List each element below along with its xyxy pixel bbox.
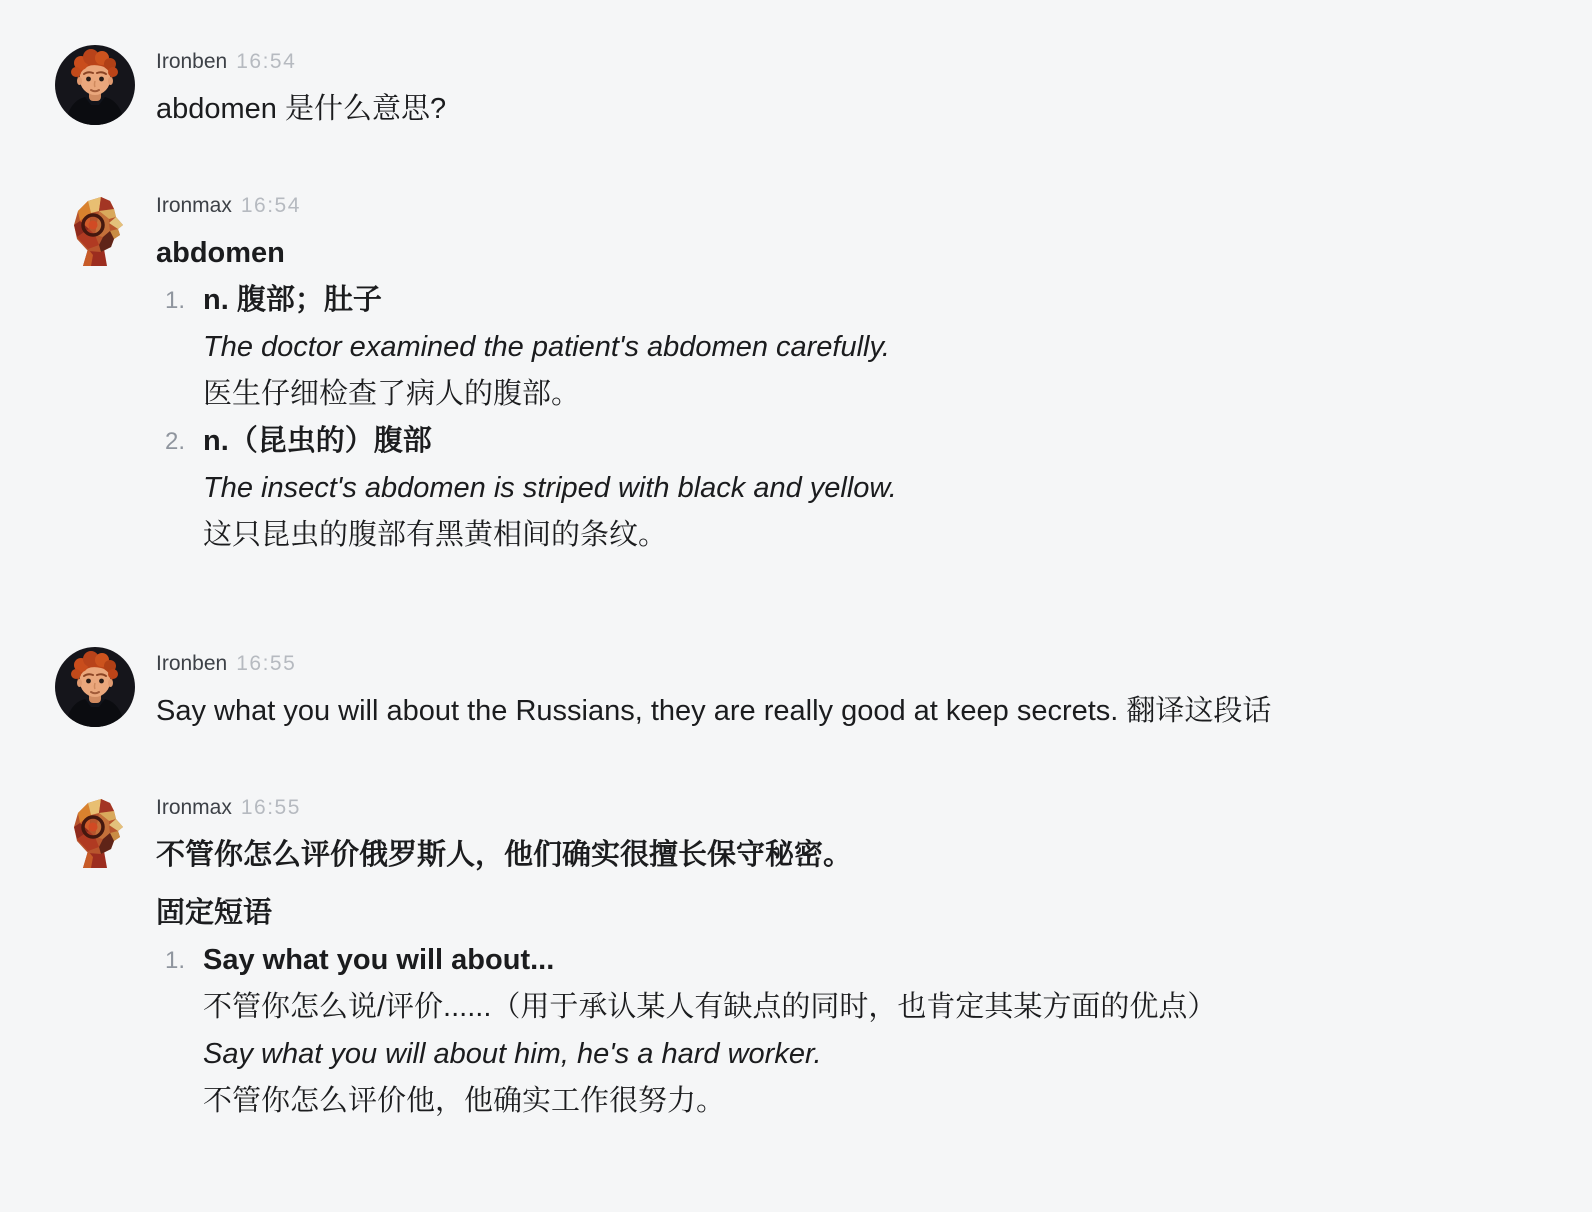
list-number: 1. (165, 287, 186, 314)
example-translation-zh: 不管你怎么评价他，他确实工作很努力。 (203, 1085, 726, 1117)
message-text: abdomen 是什么意思? (156, 93, 447, 125)
message-body (156, 832, 1544, 1125)
message-content (156, 647, 1544, 735)
phrase-title: Say what you will about... (203, 944, 555, 976)
author-name[interactable]: Ironben (156, 652, 228, 675)
word-heading: abdomen (156, 237, 285, 269)
phrase-item (156, 937, 1544, 1125)
phrase-meaning-zh: 不管你怎么说/评价......（用于承认某人有缺点的同时，也肯定其某方面的优点） (203, 991, 1217, 1023)
message-header (156, 45, 1544, 77)
message-body (156, 230, 1544, 559)
example-translation-zh: 医生仔细检查了病人的腹部。 (203, 378, 581, 410)
boy-avatar-icon (55, 647, 135, 727)
robot-head-avatar-icon (55, 791, 135, 871)
example-sentence-en: The insect's abdomen is striped with black and yellow. (203, 472, 897, 504)
message (55, 647, 1544, 735)
message-body (156, 86, 1544, 133)
example-sentence-en: The doctor examined the patient's abdomen carefully. (203, 331, 890, 363)
section-heading-phrases: 固定短语 (156, 897, 273, 929)
message-header (156, 791, 1544, 823)
example-sentence-en: Say what you will about him, he's a hard worker. (203, 1038, 822, 1070)
message-body (156, 688, 1544, 735)
message-content (156, 189, 1544, 559)
definition-list (156, 277, 1544, 559)
message-header (156, 647, 1544, 679)
boy-avatar-icon (55, 45, 135, 125)
translation-text: 不管你怎么评价俄罗斯人，他们确实很擅长保守秘密。 (156, 839, 853, 871)
avatar-ironben[interactable] (55, 45, 135, 125)
robot-head-avatar-icon (55, 189, 135, 269)
message (55, 791, 1544, 1125)
message-content (156, 791, 1544, 1125)
list-number: 2. (165, 428, 186, 455)
avatar-ironmax[interactable] (55, 189, 135, 269)
message-text: Say what you will about the Russians, they are really good at keep secrets. 翻译这段话 (156, 695, 1272, 727)
message-timestamp: 16:54 (240, 194, 301, 217)
example-translation-zh: 这只昆虫的腹部有黑黄相间的条纹。 (203, 519, 668, 551)
author-name[interactable]: Ironmax (156, 194, 232, 217)
message-timestamp: 16:55 (236, 652, 297, 675)
message (55, 45, 1544, 133)
message-timestamp: 16:54 (236, 50, 297, 73)
message-header (156, 189, 1544, 221)
avatar-ironmax[interactable] (55, 791, 135, 871)
author-name[interactable]: Ironmax (156, 796, 232, 819)
phrase-list (156, 937, 1544, 1125)
list-number: 1. (165, 947, 186, 974)
author-name[interactable]: Ironben (156, 50, 228, 73)
definition-item (156, 418, 1544, 559)
message-content (156, 45, 1544, 133)
definition-item (156, 277, 1544, 418)
definition-pos-meaning: n. 腹部；肚子 (203, 284, 382, 316)
message-timestamp: 16:55 (240, 796, 301, 819)
avatar-ironben[interactable] (55, 647, 135, 727)
message (55, 189, 1544, 559)
definition-pos-meaning: n.（昆虫的）腹部 (203, 425, 432, 457)
